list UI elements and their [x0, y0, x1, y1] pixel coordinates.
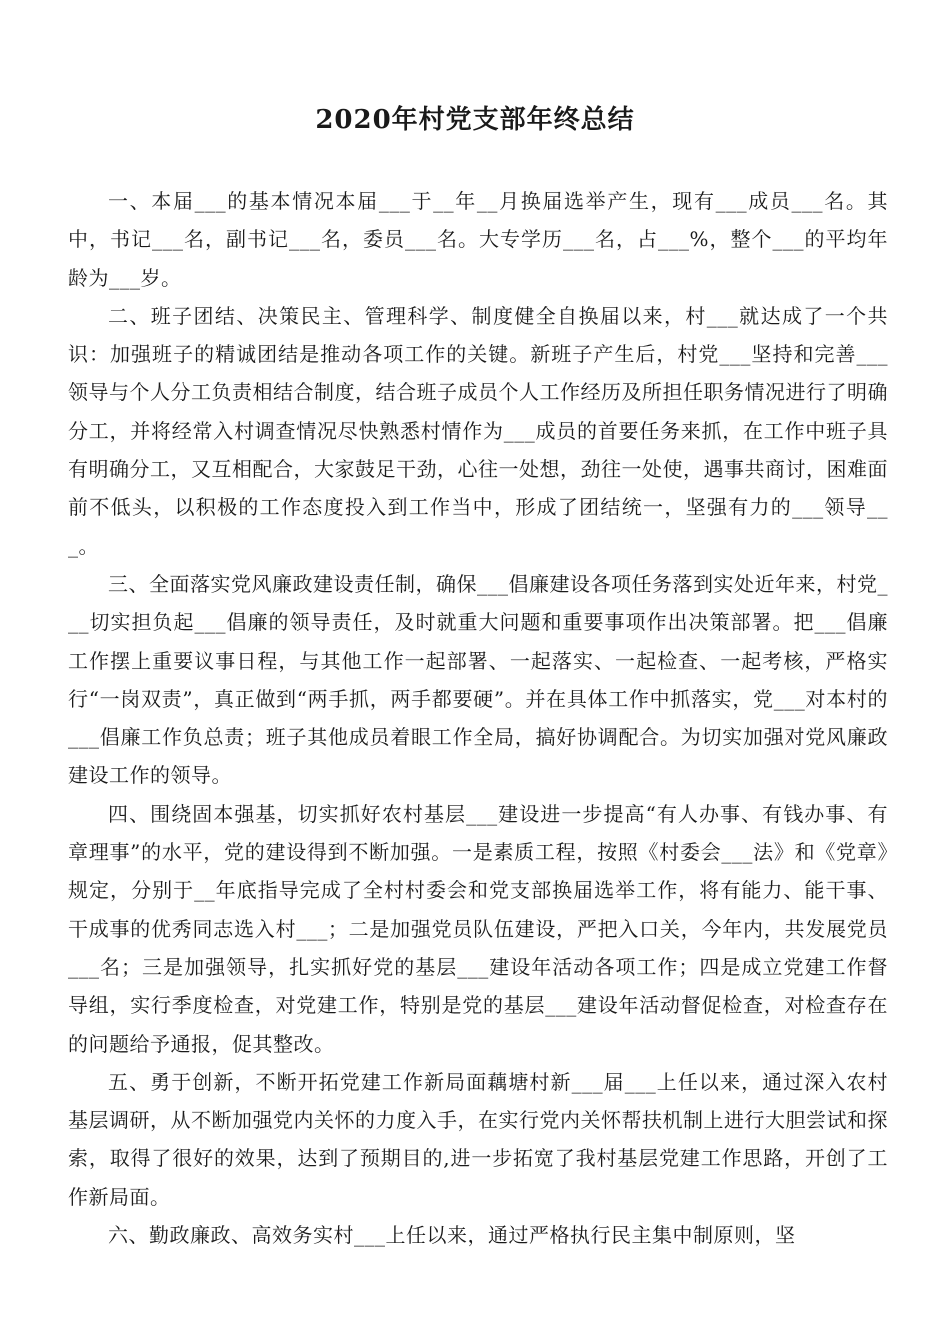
document-body: [68, 182, 888, 1254]
document-title: 2020年村党支部年终总结: [315, 105, 635, 135]
paragraph-2: 二、班子团结、决策民主、管理科学、制度健全自换届以来，村___就达成了一个共识：加强班子的精诚团结是推动各项工作的关键。新班子产生后，村党___坚持和完善___领导与个人分工负责相结合制度，结合班子成员个人工作经历及所担任职务情况进行了明确分工，并将经常入村调查情况尽快熟悉村情作为___成员的首要任务来抓，在工作中班子具有明确分工，又互相配合，大家鼓足干劲，心往一处想，劲往一处使，遇事共商讨，困难面前不低头，以积极的工作态度投入到工作当中，形成了团结统一，坚强有力的___领导___。: [68, 303, 888, 558]
paragraph-6: 六、勤政廉政、高效务实村___上任以来，通过严格执行民主集中制原则，坚: [108, 1223, 796, 1248]
paragraph-1: 一、本届___的基本情况本届___于__年__月换届选举产生，现有___成员___名。其中，书记___名，副书记___名，委员___名。大专学历___名，占___%，整个___的平均年龄为___岁。: [68, 189, 888, 290]
paragraph-4: 四、围绕固本强基，切实抓好农村基层___建设进一步提高“有人办事、有钱办事、有章理事”的水平，党的建设得到不断加强。一是素质工程，按照《村委会___法》和《党章》规定，分别于__年底指导完成了全村村委会和党支部换届选举工作，将有能力、能干事、干成事的优秀同志选入村___；二是加强党员队伍建设，严把入口关，今年内，共发展党员___名；三是加强领导，扎实抓好党的基层___建设年活动各项工作；四是成立党建工作督导组，实行季度检查，对党建工作，特别是党的基层___建设年活动督促检查，对检查存在的问题给予通报，促其整改。: [68, 801, 888, 1056]
paragraph-5: 五、勇于创新，不断开拓党建工作新局面藕塘村新___届___上任以来，通过深入农村基层调研，从不断加强党内关怀的力度入手，在实行党内关怀帮扶机制上进行大胆尝试和探索，取得了很好的效果，达到了预期目的,进一步拓宽了我村基层党建工作思路，开创了工作新局面。: [68, 1069, 888, 1209]
paragraph-3: 三、全面落实党风廉政建设责任制，确保___倡廉建设各项任务落到实处近年来，村党___切实担负起___倡廉的领导责任，及时就重大问题和重要事项作出决策部署。把___倡廉工作摆上重要议事日程，与其他工作一起部署、一起落实、一起检查、一起考核，严格实行“一岗双责”，真正做到“两手抓，两手都要硬”。并在具体工作中抓落实，党___对本村的___倡廉工作负总责；班子其他成员着眼工作全局，搞好协调配合。为切实加强对党风廉政建设工作的领导。: [68, 571, 888, 788]
